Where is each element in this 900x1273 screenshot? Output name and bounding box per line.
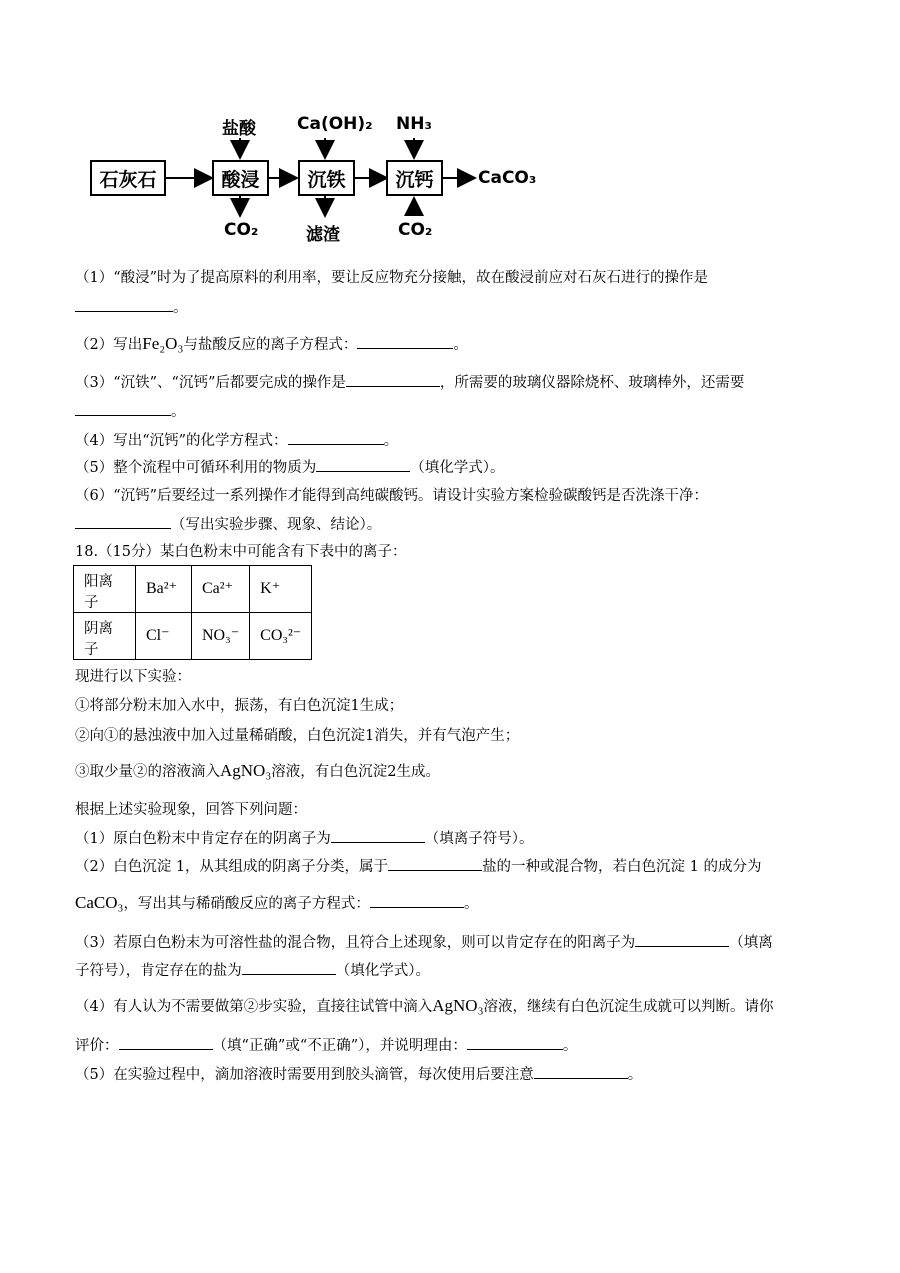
q17-part2: （2）写出Fe₂O₃与盐酸反应的离子方程式： 。 — [75, 334, 468, 353]
answer-blank[interactable] — [357, 334, 453, 349]
q17-part5: （5）整个流程中可循环利用的物质为 （填化学式）。 — [75, 457, 504, 478]
cation-k: K⁺ — [250, 566, 312, 613]
answer-blank[interactable] — [370, 893, 464, 908]
q17-part4: （4）写出“沉钙”的化学方程式： 。 — [75, 430, 398, 451]
answer-blank[interactable] — [119, 1035, 213, 1050]
table-row — [74, 566, 312, 613]
answer-blank[interactable] — [331, 828, 425, 843]
flow-product-caco3: CaCO₃ — [478, 168, 537, 188]
q18-part2: （2）白色沉淀 1，从其组成的阴离子分类，属于 盐的一种或混合物，若白色沉淀 1 的成分为 — [75, 856, 762, 877]
cation-ca: Ca²⁺ — [192, 566, 250, 613]
flow-output-co2: CO₂ — [224, 220, 259, 240]
q17-part3-answer: 。 — [75, 401, 186, 422]
ion-table — [73, 565, 312, 660]
q18-part5: （5）在实验过程中，滴加溶液时需要用到胶头滴管，每次使用后要注意 。 — [75, 1064, 642, 1085]
q18-experiment-1: ①将部分粉末加入水中，振荡，有白色沉淀1生成； — [75, 698, 404, 714]
anion-cl: Cl⁻ — [136, 613, 192, 660]
answer-blank[interactable] — [288, 430, 384, 445]
flow-input-hcl: 盐酸 — [222, 119, 256, 139]
answer-blank[interactable] — [316, 457, 410, 472]
flow-output-residue: 滤渣 — [306, 225, 340, 245]
cation-label: 阳离子 — [74, 566, 136, 613]
q18-part1: （1）原白色粉末中肯定存在的阴离子为 （填离子符号）。 — [75, 828, 533, 849]
q18-ask: 根据上述实验现象，回答下列问题： — [75, 802, 307, 818]
answer-blank[interactable] — [346, 372, 440, 387]
answer-blank[interactable] — [75, 401, 171, 416]
q18-experiment-3: ③取少量②的溶液滴入AgNO₃溶液，有白色沉淀2生成。 — [75, 761, 440, 780]
answer-blank[interactable] — [534, 1064, 628, 1079]
anion-label: 阴离子 — [74, 613, 136, 660]
q18-part2-line2: CaCO₃，写出其与稀硝酸反应的离子方程式： 。 — [75, 893, 479, 912]
process-flowchart — [88, 110, 548, 250]
flow-box-limestone: 石灰石 — [90, 160, 166, 196]
answer-blank[interactable] — [467, 1035, 563, 1050]
flow-input-caoh2: Ca(OH)₂ — [297, 114, 373, 134]
answer-blank[interactable] — [388, 856, 482, 871]
q18-part4-line2: 评价： （填“正确”或“不正确”），并说明理由： 。 — [75, 1035, 577, 1056]
answer-blank[interactable] — [242, 960, 336, 975]
table-row — [74, 613, 312, 660]
flow-input-co2: CO₂ — [398, 220, 433, 240]
q17-part3: （3）“沉铁”、“沉钙”后都要完成的操作是 ，所需要的玻璃仪器除烧杯、玻璃棒外，还需要 — [75, 372, 744, 393]
cation-ba: Ba²⁺ — [136, 566, 192, 613]
flow-input-nh3: NH₃ — [396, 114, 432, 134]
flow-box-iron-precip: 沉铁 — [298, 160, 355, 196]
anion-co3: CO₃²⁻ — [250, 613, 312, 660]
anion-no3: NO₃⁻ — [192, 613, 250, 660]
q17-part1: （1）“酸浸”时为了提高原料的利用率，要让反应物充分接触，故在酸浸前应对石灰石进行的操作是 — [75, 270, 709, 286]
q18-header: 18.（15分）某白色粉末中可能含有下表中的离子： — [75, 544, 407, 560]
q18-part3-line2: 子符号），肯定存在的盐为 （填化学式）。 — [75, 960, 430, 981]
answer-blank[interactable] — [75, 297, 173, 312]
q18-part4: （4）有人认为不需要做第②步实验，直接往试管中滴入AgNO₃溶液，继续有白色沉淀生成就可以判断。请你 — [75, 996, 774, 1015]
q18-experiment-2: ②向①的悬浊液中加入过量稀硝酸，白色沉淀1消失，并有气泡产生； — [75, 728, 520, 744]
q18-part3: （3）若原白色粉末为可溶性盐的混合物，且符合上述现象，则可以肯定存在的阳离子为 （填离 — [75, 932, 773, 953]
q17-part6: （6）“沉钙”后要经过一系列操作才能得到高纯碳酸钙。请设计实验方案检验碳酸钙是否洗涤干净： — [75, 488, 709, 504]
q17-part6-answer: （写出实验步骤、现象、结论）。 — [75, 514, 381, 535]
q17-part1-answer: 。 — [75, 297, 188, 318]
flow-box-acid-leach: 酸浸 — [212, 160, 269, 196]
q18-intro: 现进行以下实验： — [75, 669, 191, 685]
answer-blank[interactable] — [75, 514, 171, 529]
answer-blank[interactable] — [635, 932, 729, 947]
flow-box-calcium-precip: 沉钙 — [386, 160, 443, 196]
